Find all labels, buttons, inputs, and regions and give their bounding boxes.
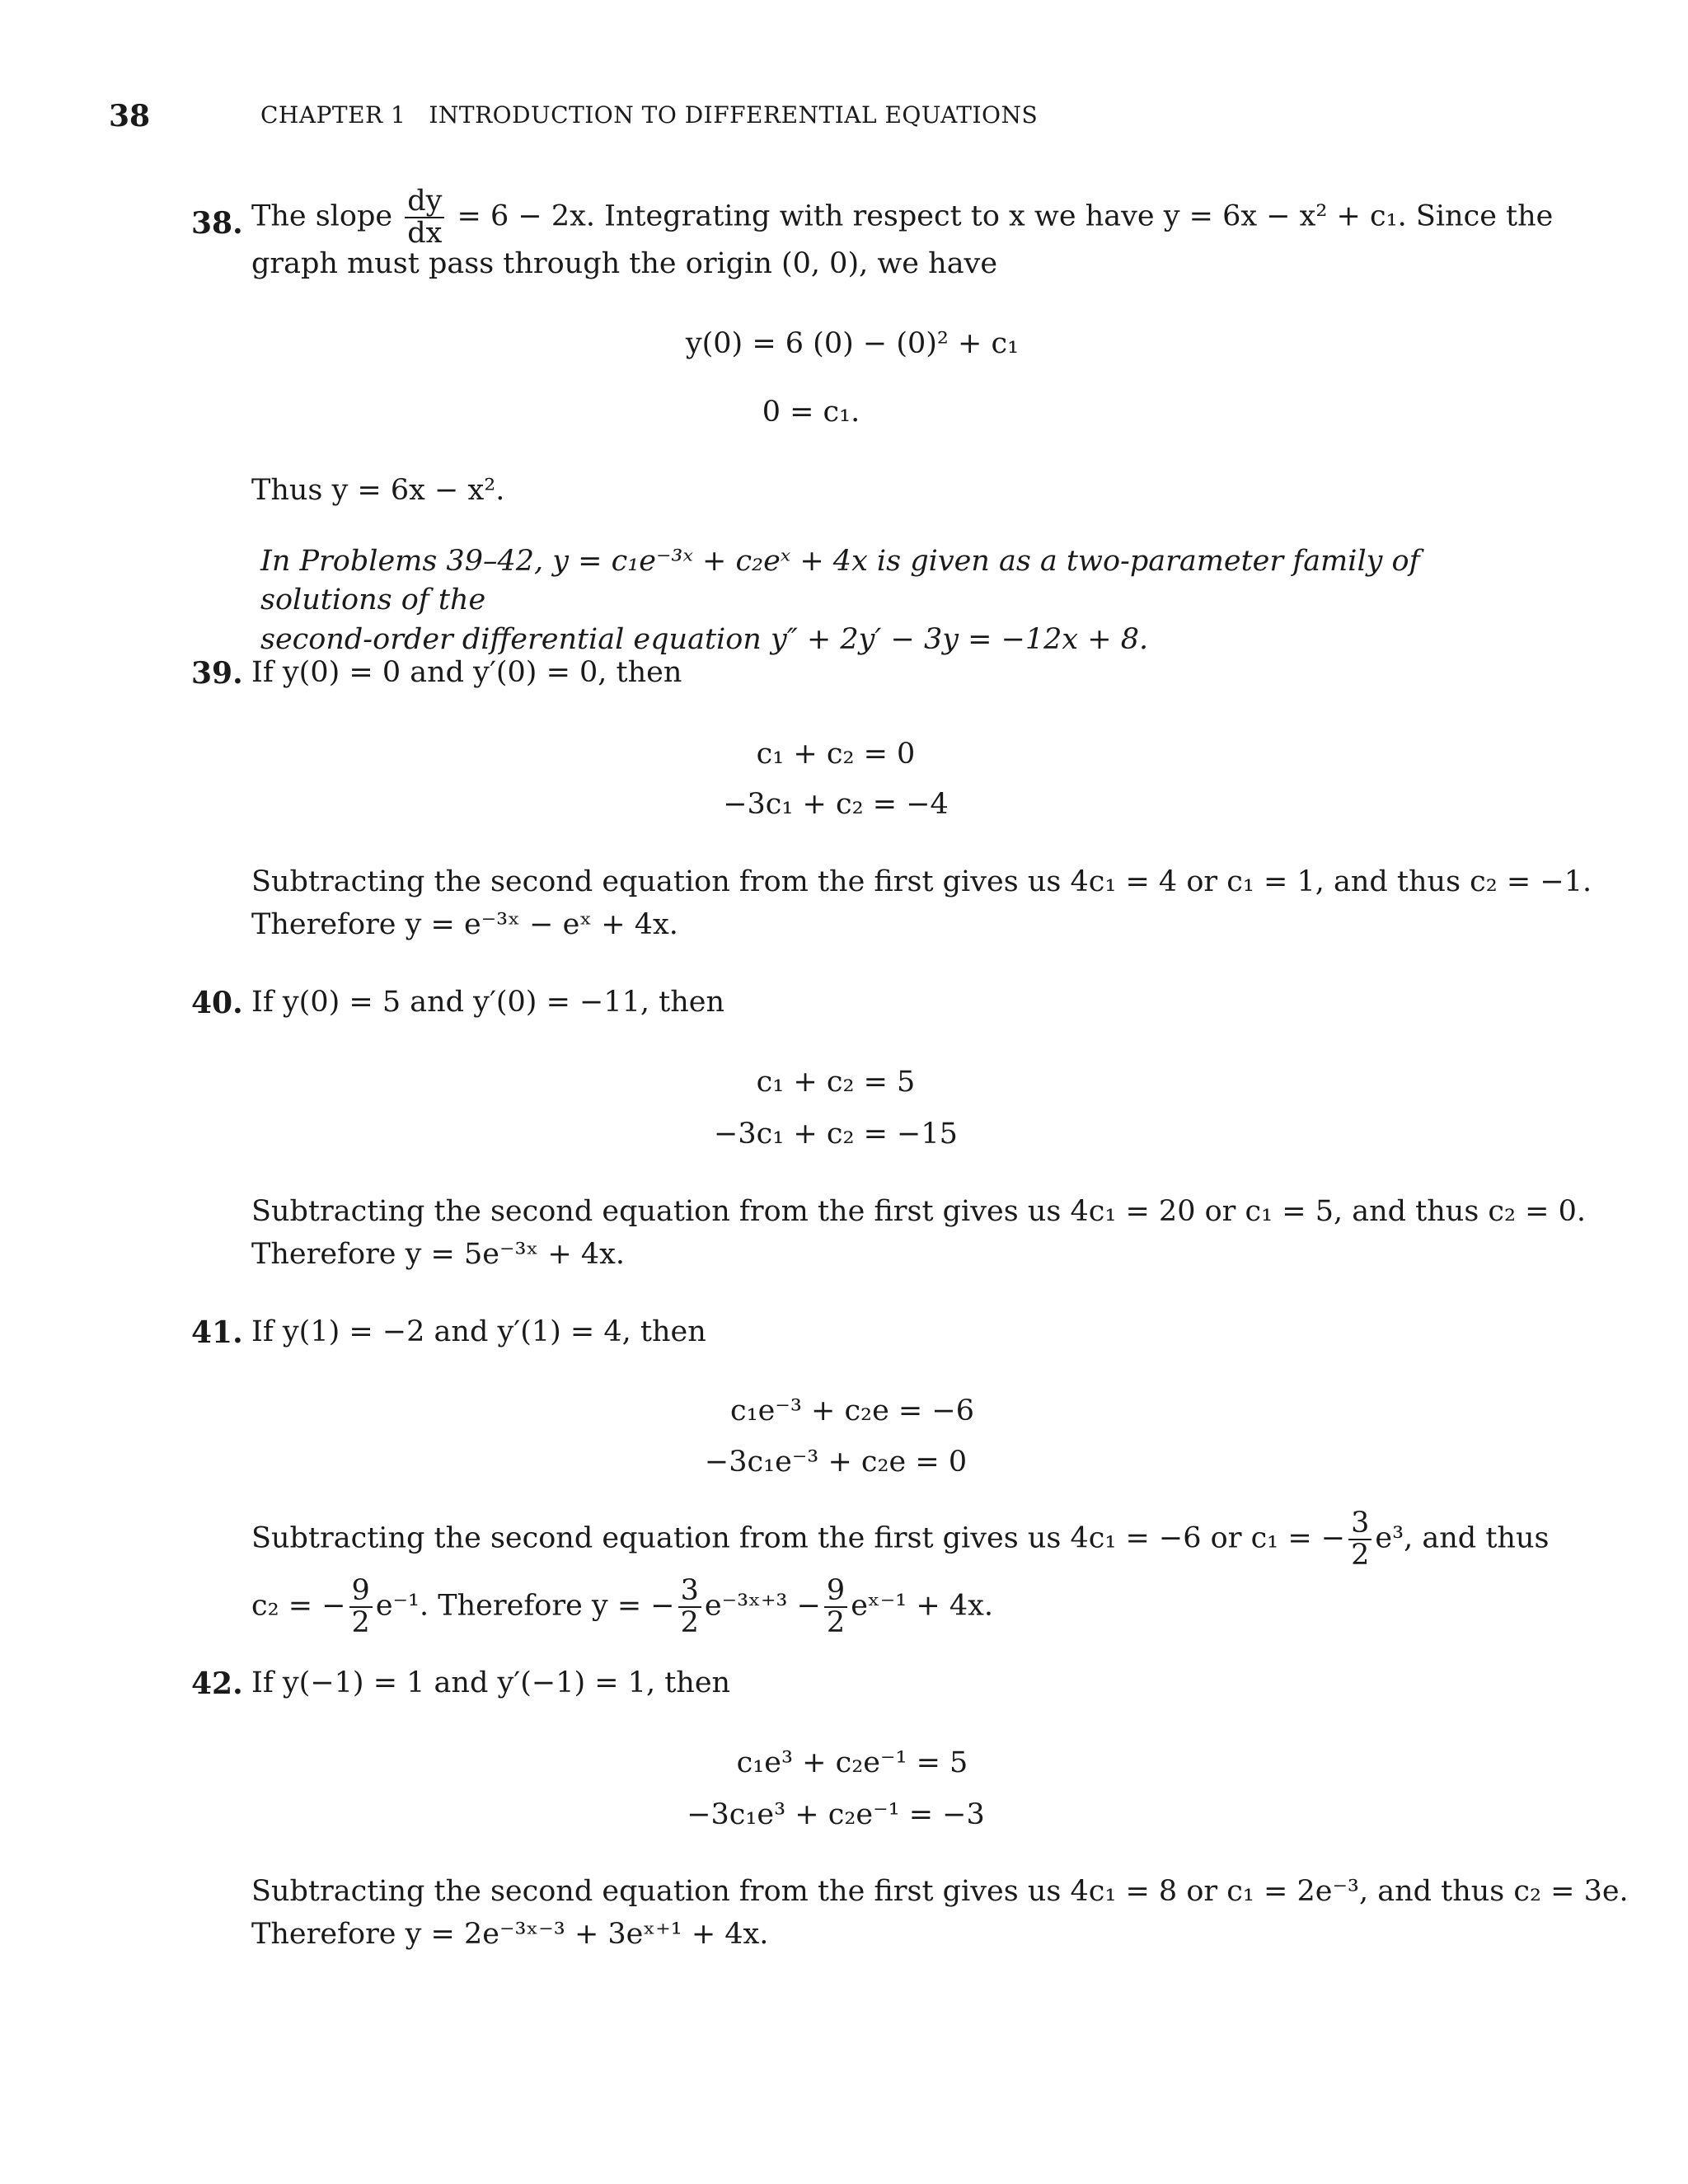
problem-40-line-1: Subtracting the second equation from the first gives us 4c₁ = 20 or c₁ = 5, and thus c₂ = 0. xyxy=(251,1195,1587,1228)
problem-39-line-1: Subtracting the second equation from the first gives us 4c₁ = 4 or c₁ = 1, and thus c₂ = −1. xyxy=(251,865,1592,898)
fraction-9-2 xyxy=(349,1576,373,1638)
problem-41-line-2 xyxy=(251,1576,993,1638)
problem-38-line-1 xyxy=(251,186,1553,249)
exponential-term: e⁻³ˣ⁺³ − xyxy=(704,1589,821,1623)
system-equation-2: −3c₁ + c₂ = −4 xyxy=(723,788,949,821)
fraction-denominator: 2 xyxy=(349,1606,373,1638)
fraction-numerator: 9 xyxy=(826,1574,846,1607)
problem-38-conclusion: Thus y = 6x − x². xyxy=(251,474,505,507)
fraction-denominator: 2 xyxy=(678,1606,701,1638)
problem-39-condition: If y(0) = 0 and y′(0) = 0, then xyxy=(251,656,682,689)
problem-40-condition: If y(0) = 5 and y′(0) = −11, then xyxy=(251,986,725,1019)
chapter-label: CHAPTER 1 xyxy=(260,101,406,129)
fraction-numerator: dy xyxy=(407,185,443,218)
problem-40-line-2: Therefore y = 5e⁻³ˣ + 4x. xyxy=(251,1238,626,1271)
system-equation-1: c₁e⁻³ + c₂e = −6 xyxy=(730,1394,974,1427)
solution-tail: e³, and thus xyxy=(1375,1521,1550,1555)
fraction-3-2-b xyxy=(678,1576,701,1638)
fraction-denominator: 2 xyxy=(824,1606,847,1638)
problems-39-42-intro xyxy=(260,542,1522,659)
slope-equation: = 6 − 2x. Integrating with respect to x we have y = 6x − x² + c₁. Since the xyxy=(457,199,1554,233)
problem-42-condition: If y(−1) = 1 and y′(−1) = 1, then xyxy=(251,1666,731,1699)
running-head xyxy=(260,101,1038,130)
system-equation-1: c₁e³ + c₂e⁻¹ = 5 xyxy=(736,1746,968,1779)
problem-38-line-2: graph must pass through the origin (0, 0), we have xyxy=(251,247,998,280)
problem-number: 39. xyxy=(191,656,243,691)
problem-41-line-1 xyxy=(251,1508,1549,1571)
problem-number: 38. xyxy=(191,206,243,241)
fraction-denominator: dx xyxy=(405,217,444,249)
problem-number: 42. xyxy=(191,1666,243,1701)
fraction-numerator: 9 xyxy=(351,1574,370,1607)
system-equation-2: −3c₁e³ + c₂e⁻¹ = −3 xyxy=(687,1798,985,1831)
problem-number: 40. xyxy=(191,986,243,1020)
fraction-3-2 xyxy=(1348,1508,1372,1571)
fraction-denominator: 2 xyxy=(1348,1539,1372,1571)
problem-41-condition: If y(1) = −2 and y′(1) = 4, then xyxy=(251,1315,706,1348)
final-term: eˣ⁻¹ + 4x. xyxy=(851,1589,993,1623)
display-equation-2: 0 = c₁. xyxy=(762,396,860,429)
therefore-text: e⁻¹. Therefore y = − xyxy=(375,1589,675,1623)
problem-42-line-1: Subtracting the second equation from the first gives us 4c₁ = 8 or c₁ = 2e⁻³, and thus c₂ = 3e. xyxy=(251,1875,1629,1908)
problem-42-line-2: Therefore y = 2e⁻³ˣ⁻³ + 3eˣ⁺¹ + 4x. xyxy=(251,1918,769,1951)
problem-39-line-2: Therefore y = e⁻³ˣ − eˣ + 4x. xyxy=(251,908,678,941)
intro-line-2: second-order differential equation y″ + 2y′ − 3y = −12x + 8. xyxy=(260,622,1149,656)
fraction-9-2-b xyxy=(824,1576,847,1638)
system-equation-1: c₁ + c₂ = 0 xyxy=(756,738,916,771)
solution-text: Subtracting the second equation from the first gives us 4c₁ = −6 or c₁ = − xyxy=(251,1521,1346,1555)
derivative-fraction xyxy=(405,186,444,249)
fraction-numerator: 3 xyxy=(1351,1507,1370,1540)
problem-number: 41. xyxy=(191,1315,243,1350)
page-number: 38 xyxy=(109,99,151,134)
fraction-numerator: 3 xyxy=(680,1574,699,1607)
system-equation-2: −3c₁e⁻³ + c₂e = 0 xyxy=(704,1446,968,1479)
display-equation-1: y(0) = 6 (0) − (0)² + c₁ xyxy=(685,327,1020,360)
intro-line-1: In Problems 39–42, y = c₁e⁻³ˣ + c₂eˣ + 4x is given as a two-parameter family of solutions of the xyxy=(260,545,1420,617)
chapter-title: INTRODUCTION TO DIFFERENTIAL EQUATIONS xyxy=(429,101,1039,129)
system-equation-1: c₁ + c₂ = 5 xyxy=(756,1066,916,1099)
system-equation-2: −3c₁ + c₂ = −15 xyxy=(714,1118,958,1151)
slope-label: The slope xyxy=(251,199,393,233)
c2-expression: c₂ = − xyxy=(251,1589,346,1623)
